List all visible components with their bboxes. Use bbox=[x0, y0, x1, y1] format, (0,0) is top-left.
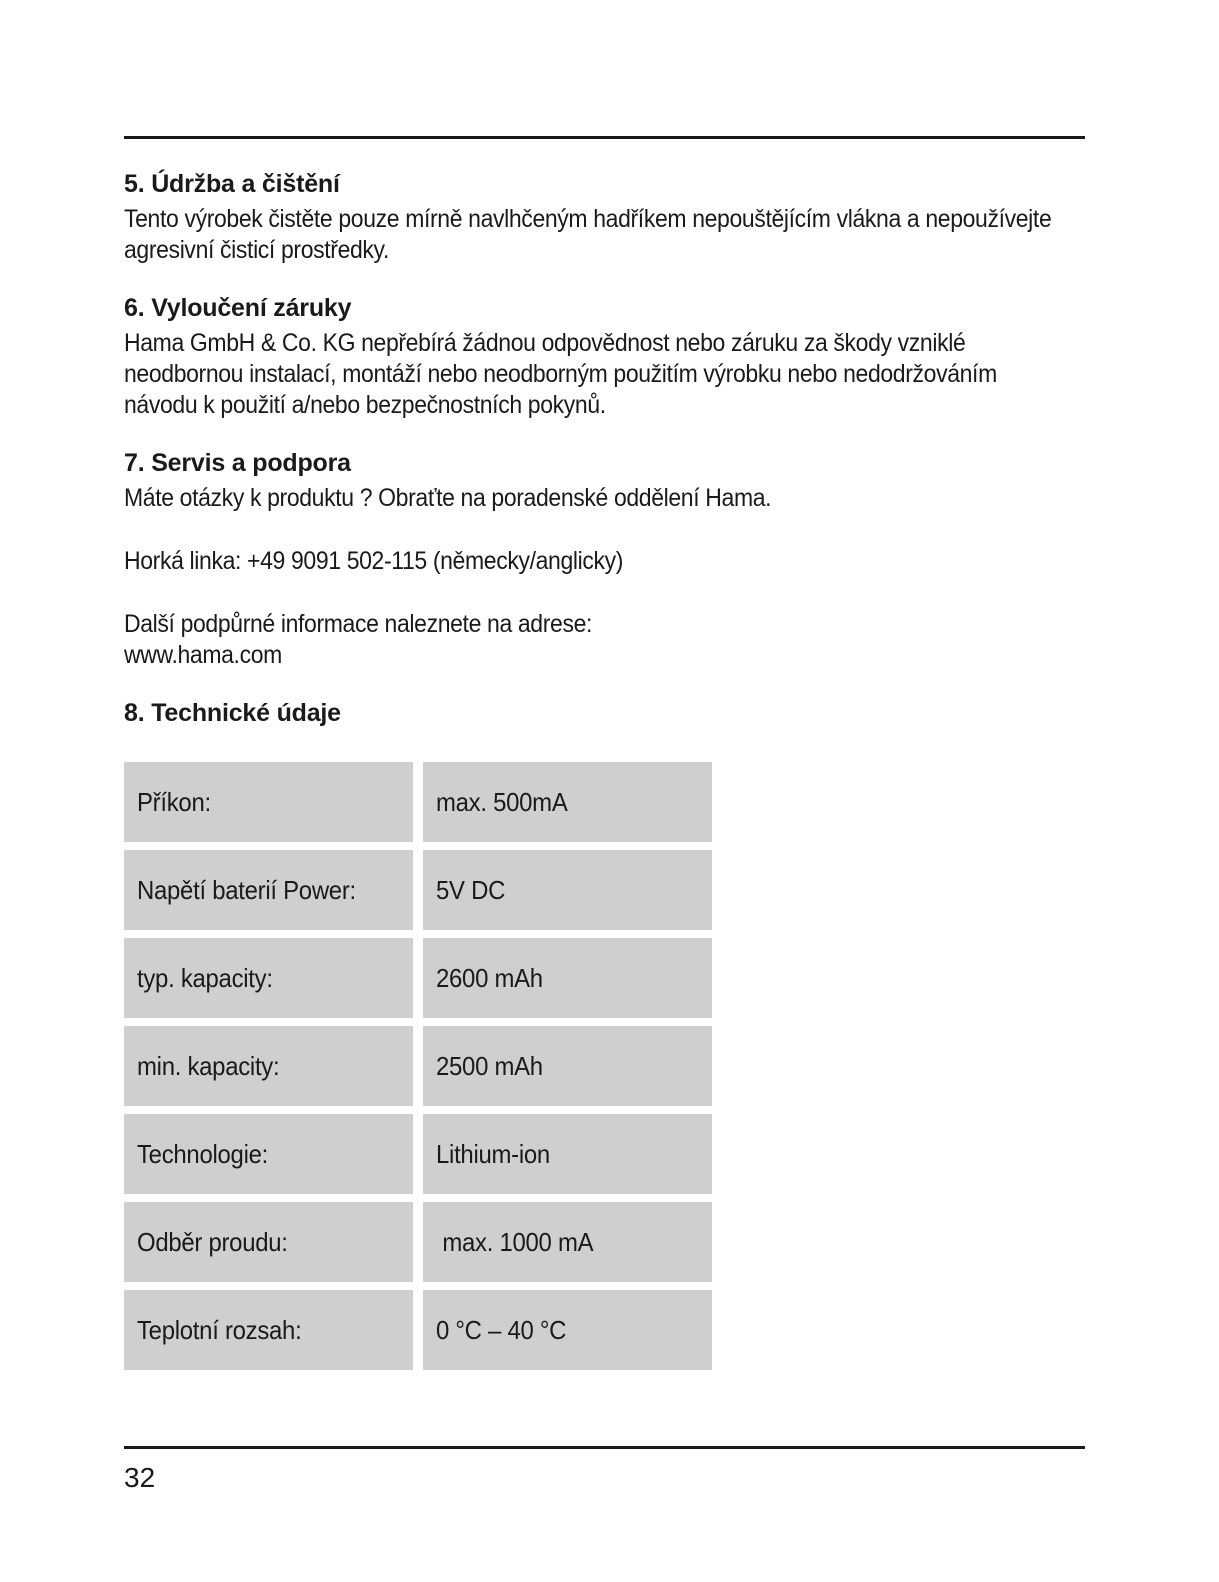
table-row bbox=[124, 1202, 712, 1282]
section-warranty bbox=[124, 292, 1085, 421]
hotline-text: Horká linka: +49 9091 502-115 (německy/anglicky) bbox=[124, 547, 624, 575]
table-row bbox=[124, 1026, 712, 1106]
spec-value: 5V DC bbox=[423, 850, 712, 930]
paragraph-line: Hama GmbH & Co. KG nepřebírá žádnou odpovědnost nebo záruku za škody vzniklé bbox=[124, 329, 966, 357]
spec-label: Technologie: bbox=[124, 1114, 413, 1194]
top-rule bbox=[124, 136, 1085, 139]
paragraph-line: Tento výrobek čistěte pouze mírně navlhčeným hadříkem nepouštějícím vlákna a nepoužívejte bbox=[124, 205, 1052, 233]
paragraph-line: neodbornou instalací, montáží nebo neodborným použitím výrobku nebo nedodržováním bbox=[124, 360, 997, 388]
spec-label: Příkon: bbox=[124, 762, 413, 842]
section-title: 7. Servis a podpora bbox=[124, 449, 351, 477]
section-service bbox=[124, 447, 1085, 671]
section-title: 8. Technické údaje bbox=[124, 699, 341, 727]
website-link[interactable]: www.hama.com bbox=[124, 641, 282, 669]
table-row bbox=[124, 762, 712, 842]
spec-value: 0 °C – 40 °C bbox=[423, 1290, 712, 1370]
spec-label: Teplotní rozsah: bbox=[124, 1290, 413, 1370]
spec-table bbox=[124, 762, 712, 1378]
spec-value: Lithium-ion bbox=[423, 1114, 712, 1194]
page-content bbox=[124, 168, 1085, 755]
spec-label: Napětí baterií Power: bbox=[124, 850, 413, 930]
spec-label: Odběr proudu: bbox=[124, 1202, 413, 1282]
section-specs bbox=[124, 697, 1085, 729]
bottom-rule bbox=[124, 1446, 1085, 1449]
spec-value: 2500 mAh bbox=[423, 1026, 712, 1106]
spec-value: 2600 mAh bbox=[423, 938, 712, 1018]
section-title: 5. Údržba a čištění bbox=[124, 170, 340, 198]
spec-label: typ. kapacity: bbox=[124, 938, 413, 1018]
spec-value: max. 1000 mA bbox=[423, 1202, 712, 1282]
spec-label: min. kapacity: bbox=[124, 1026, 413, 1106]
info-text: Další podpůrné informace naleznete na adrese: bbox=[124, 610, 593, 638]
table-row bbox=[124, 1114, 712, 1194]
paragraph-line: návodu k použití a/nebo bezpečnostních pokynů. bbox=[124, 391, 606, 419]
paragraph-line: agresivní čisticí prostředky. bbox=[124, 236, 390, 264]
service-question: Máte otázky k produktu ? Obraťte na poradenské oddělení Hama. bbox=[124, 484, 772, 512]
table-row bbox=[124, 1290, 712, 1370]
section-title: 6. Vyloučení záruky bbox=[124, 294, 352, 322]
section-maintenance bbox=[124, 168, 1085, 266]
spec-value: max. 500mA bbox=[423, 762, 712, 842]
table-row bbox=[124, 850, 712, 930]
page-number: 32 bbox=[124, 1462, 156, 1493]
table-row bbox=[124, 938, 712, 1018]
